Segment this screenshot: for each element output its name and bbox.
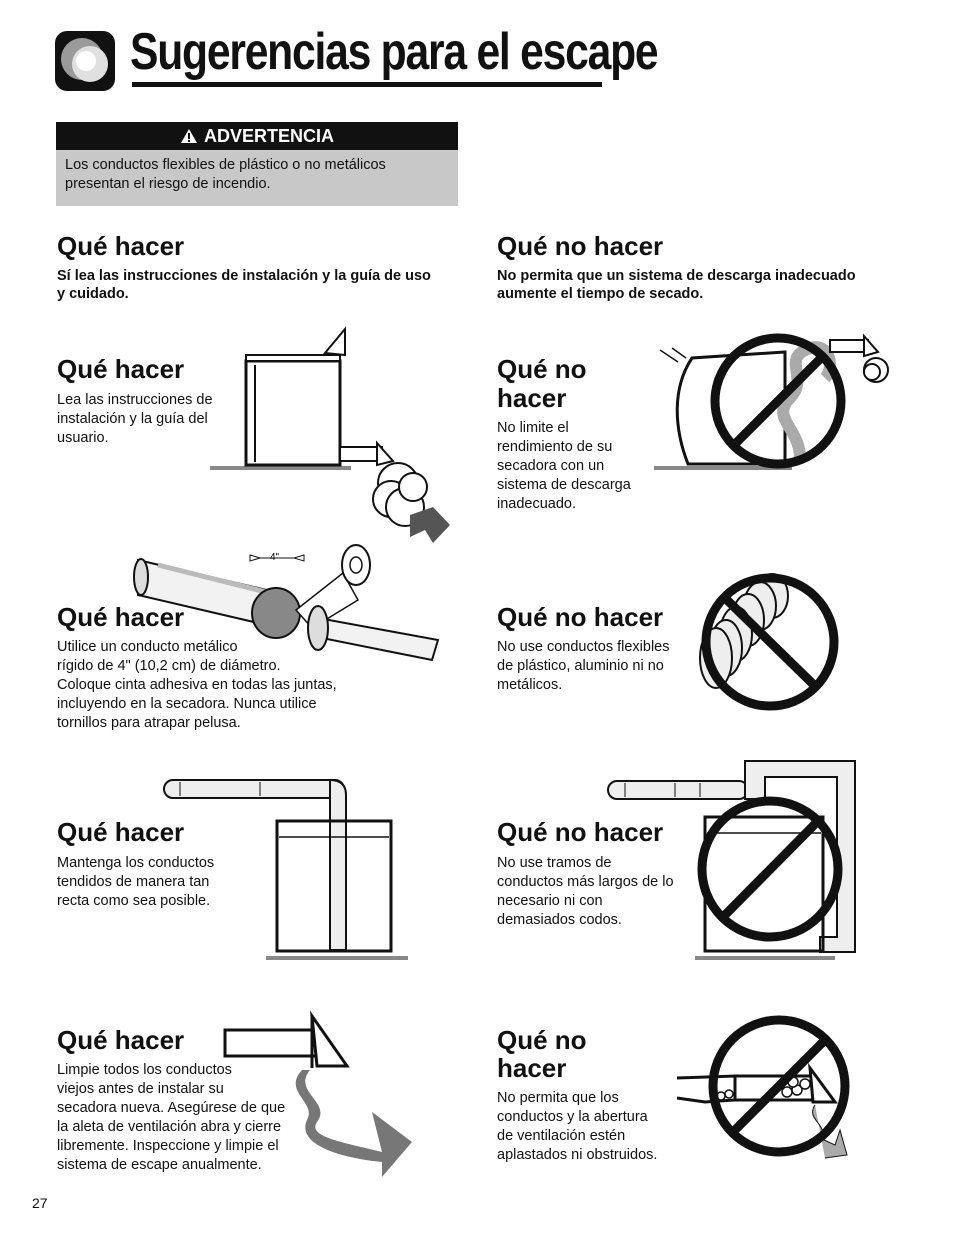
warning-text [56, 150, 458, 200]
dont4-heading-line1: Qué no [497, 1025, 587, 1055]
dont4-text-line: de ventilación estén [497, 1128, 626, 1144]
dont1-heading-line2: hacer [497, 383, 567, 413]
warning-triangle-icon [180, 128, 198, 144]
do1-heading: Qué hacer [57, 354, 185, 384]
dont1-text-line: inadecuado. [497, 496, 577, 512]
do4-heading: Qué hacer [57, 1025, 185, 1055]
do3-text [57, 854, 214, 911]
dont1-text-line: secadora con un [497, 458, 605, 474]
long-duct-prohibited-illustration [605, 757, 860, 965]
do2-text [57, 638, 337, 733]
page-number: 27 [32, 1195, 48, 1211]
dont1-text-line: sistema de descarga [497, 477, 631, 493]
warning-label: ADVERTENCIA [203, 125, 334, 146]
do3-text-line: tendidos de manera tan [57, 874, 210, 890]
do1-text [57, 391, 213, 448]
page-title: Sugerencias para el escape [130, 23, 658, 81]
warning-box [56, 122, 458, 206]
do2-text-line: rígido de 4" (10,2 cm) de diámetro. [57, 658, 281, 674]
dont-summary-line: aumente el tiempo de secado. [497, 286, 704, 302]
warning-header [56, 122, 458, 150]
dont4-text-line: aplastados ni obstruidos. [497, 1147, 658, 1163]
crushed-duct-prohibited-illustration [675, 1010, 855, 1165]
warning-text-line: presentan el riesgo de incendio. [65, 176, 271, 192]
dont4-heading-line2: hacer [497, 1053, 567, 1083]
section-logo-icon [54, 30, 116, 92]
dont3-text-line: demasiados codos. [497, 912, 622, 928]
do-summary [57, 267, 431, 303]
do2-heading: Qué hacer [57, 602, 185, 632]
dont3-text-line: necesario ni con [497, 893, 603, 909]
dont1-text-line: No limite el [497, 420, 569, 436]
do1-text-line: instalación y la guía del [57, 411, 208, 427]
dryer-good-vent-illustration [205, 325, 460, 550]
dont2-text-line: No use conductos flexibles [497, 639, 670, 655]
do4-text-line: secadora nueva. Asegúrese de que [57, 1100, 286, 1116]
dont2-heading: Qué no hacer [497, 602, 664, 632]
dont3-heading: Qué no hacer [497, 817, 664, 847]
do2-text-line: Utilice un conducto metálico [57, 639, 238, 655]
dont3-text-line: conductos más largos de lo [497, 874, 674, 890]
flexible-duct-prohibited-illustration [690, 568, 845, 718]
dont1-heading-line1: Qué no [497, 354, 587, 384]
do3-heading: Qué hacer [57, 817, 185, 847]
dont4-text [497, 1089, 657, 1165]
title-underline [132, 82, 602, 87]
dont-summary-line: No permita que un sistema de descarga inadecuado [497, 268, 856, 284]
do4-text-line: viejos antes de instalar su [57, 1081, 224, 1097]
do3-text-line: Mantenga los conductos [57, 855, 215, 871]
dont1-text [497, 419, 631, 514]
do1-text-line: usuario. [57, 430, 109, 446]
dont2-text-line: metálicos. [497, 677, 563, 693]
do2-text-line: tornillos para atrapar pelusa. [57, 715, 241, 731]
do4-text-line: la aleta de ventilación abra y cierre [57, 1119, 282, 1135]
dont1-text-line: rendimiento de su [497, 439, 613, 455]
dont2-text [497, 638, 670, 695]
dont4-text-line: No permita que los [497, 1090, 619, 1106]
do4-text-line: libremente. Inspeccione y limpie el [57, 1138, 279, 1154]
do3-text-line: recta como sea posible. [57, 893, 211, 909]
dont-summary [497, 267, 856, 303]
dont-heading: Qué no hacer [497, 231, 664, 261]
dont2-text-line: de plástico, aluminio ni no [497, 658, 664, 674]
dryer-bad-vent-illustration [650, 328, 895, 476]
do1-text-line: Lea las instrucciones de [57, 392, 213, 408]
do-summary-line: y cuidado. [57, 286, 129, 302]
dont4-text-line: conductos y la abertura [497, 1109, 648, 1125]
do2-text-line: Coloque cinta adhesiva en todas las juntas, [57, 677, 337, 693]
duct-diameter-label: 4" [270, 552, 280, 563]
do-heading: Qué hacer [57, 231, 185, 261]
do2-text-line: incluyendo en la secadora. Nunca utilice [57, 696, 317, 712]
do-summary-line: Sí lea las instrucciones de instalación y la guía de uso [57, 268, 431, 284]
clean-vent-hood-illustration [222, 1012, 422, 1182]
do4-text-line: sistema de escape anualmente. [57, 1157, 262, 1173]
warning-text-line: Los conductos flexibles de plástico o no metálicos [65, 157, 386, 173]
do4-text-line: Limpie todos los conductos [57, 1062, 232, 1078]
dont3-text-line: No use tramos de [497, 855, 612, 871]
